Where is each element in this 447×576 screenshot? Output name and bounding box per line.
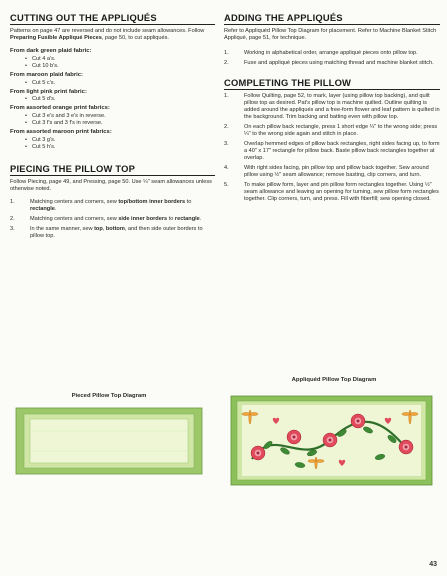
cut-item: • Cut 3 e's and 3 e's in reverse. bbox=[32, 113, 215, 120]
adding-title: ADDING THE APPLIQUÉS bbox=[224, 12, 440, 25]
right-column bbox=[224, 12, 440, 206]
cut-item: • Cut 4 a's. bbox=[32, 56, 215, 63]
fabric-heading: From assorted orange print fabrics: bbox=[10, 105, 110, 112]
adding-step: 2. Fuse and appliqué pieces using matching thread and machine blanket stitch. bbox=[224, 60, 434, 67]
piecing-step: 3. In the same manner, sew top, bottom, and then side outer borders to pillow top. bbox=[10, 226, 203, 240]
cut-item: • Cut 5 d's. bbox=[32, 96, 215, 103]
page-number: 43 bbox=[429, 561, 437, 568]
cut-item: • Cut 3 f's and 3 f's in reverse. bbox=[32, 120, 215, 127]
pieced-diagram-title: Pieced Pillow Top Diagram bbox=[71, 393, 147, 399]
fabric-heading: From dark green plaid fabric: bbox=[10, 48, 92, 55]
completing-step: 2. On each pillow back rectangle, press 1 short edge ¼" to the wrong side; press ¼" to the wrong side again and stitch in place. bbox=[224, 124, 438, 138]
cut-group bbox=[10, 129, 215, 151]
fabric-heading: From assorted maroon print fabrics: bbox=[10, 129, 112, 136]
completing-title: COMPLETING THE PILLOW bbox=[224, 77, 440, 90]
completing-step: 4. With right sides facing, pin pillow top and pillow back together. Sew around pillow using ½" seam allowance; remove basting, clip corners, and turn. bbox=[224, 165, 429, 179]
applique-pillow-illustration bbox=[230, 395, 433, 486]
cut-group bbox=[10, 72, 215, 87]
piecing-intro: Follow Piecing, page 49, and Pressing, page 50. Use ¼" seam allowances unless otherwise noted. bbox=[10, 179, 212, 193]
cut-item: • Cut 3 g's. bbox=[32, 137, 215, 144]
cutting-title: CUTTING OUT THE APPLIQUÉS bbox=[10, 12, 215, 25]
cut-group bbox=[10, 105, 215, 127]
adding-step: 1. Working in alphabetical order, arrange appliqué pieces onto pillow top. bbox=[224, 50, 418, 57]
cut-item: • Cut 5 c's. bbox=[32, 80, 215, 87]
left-column bbox=[10, 12, 215, 243]
cutting-intro: Patterns on page 47 are reversed and do not include seam allowances. Follow Preparing Fusible Appliqué Pieces, page 50, to cut appliqués. bbox=[10, 28, 205, 42]
pieced-pillow-illustration bbox=[14, 405, 204, 477]
center-rectangle bbox=[30, 419, 188, 463]
piecing-step: 1. Matching centers and corners, sew top/bottom inner borders to rectangle. bbox=[10, 199, 192, 213]
applique-diagram-title: Appliquéd Pillow Top Diagram bbox=[291, 377, 377, 383]
fabric-heading: From maroon plaid fabric: bbox=[10, 72, 83, 79]
completing-step: 5. To make pillow form, layer and pin pillow form rectangles together. Using ½" seam allowance and leaving an opening for turning, sew pillow form rectangles together. Clip corners, turn, and press. Fill with fiberfill; sew opening closed. bbox=[224, 182, 439, 203]
piecing-title: PIECING THE PILLOW TOP bbox=[10, 163, 215, 176]
cut-group bbox=[10, 48, 215, 70]
fabric-heading: From light pink print fabric: bbox=[10, 88, 87, 95]
pieced-pillow-diagram bbox=[14, 393, 204, 479]
adding-intro: Refer to Appliquéd Pillow Top Diagram for placement. Refer to Machine Blanket Stitch Appliqué, page 51, for technique. bbox=[224, 28, 437, 42]
completing-step: 3. Overlap hemmed edges of pillow back rectangles, right sides facing up, to form a 40" x 17" rectangle for pillow back. Baste pillow back rectangles together at overlap. bbox=[224, 141, 440, 162]
cut-item: • Cut 10 b's. bbox=[32, 63, 215, 70]
completing-step: 1. Follow Quilting, page 52, to mark, layer (using pillow top backing), and quilt pillow top as desired. Pat's pillow top is machine quilted. Outline quilting is added around the appliqués and a free-form flower and leaf pattern is quilted in the background. Trim backing and batting even with pillow top. bbox=[224, 93, 440, 121]
cut-item: • Cut 5 h's. bbox=[32, 144, 215, 151]
piecing-step: 2. Matching centers and corners, sew side inner borders to rectangle. bbox=[10, 216, 202, 223]
cut-group bbox=[10, 89, 215, 104]
